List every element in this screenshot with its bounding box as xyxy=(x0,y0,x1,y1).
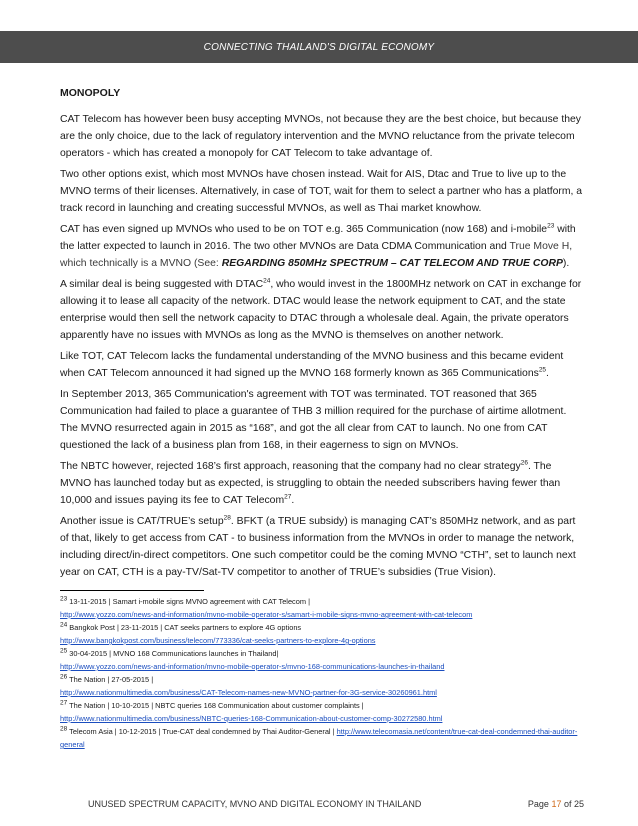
paragraph-7-text-b: . The MVNO has launched today but as expected, is struggling to obtain the needed subscribers having fewer than 10,000 and issues paying its fee to CAT Telecom xyxy=(60,461,561,506)
paragraph-8 xyxy=(60,513,584,581)
paragraph-7 xyxy=(60,458,584,509)
footnote-text: 30-04-2015 | MVNO 168 Communications launches in Thailand| xyxy=(67,649,279,658)
footnote-link[interactable]: http://www.nationmultimedia.com/business/CAT-Telecom-names-new-MVNO-partner-for-3G-service-30260961.html xyxy=(60,688,437,697)
footnote-link[interactable]: http://www.telecomasia.net/content/true-cat-deal-condemned-thai-auditor-general xyxy=(60,727,578,749)
paragraph-3-text-a: CAT has even signed up MVNOs who used to be on TOT e.g. 365 Communication (now 168) and i-mobile xyxy=(60,224,548,235)
paragraph-3-text-b: with the latter expected to launch in 2016. The two other MVNOs are Data CDMA Communication and xyxy=(60,224,576,252)
footnote-number: 28 xyxy=(60,725,68,733)
footnote-text: Telecom Asia | 10-12-2015 | True-CAT deal condemned by Thai Auditor-General | xyxy=(67,727,337,736)
footnote-text: The Nation | 27-05-2015 | xyxy=(67,675,154,684)
page-footer xyxy=(88,799,584,809)
paragraph-4 xyxy=(60,276,584,344)
paragraph-3-text-e: ). xyxy=(562,258,570,269)
footnote-link[interactable]: http://www.yozzo.com/news-and-information/mvno-mobile-operator-s/samart-i-mobile-signs-mvno-agreement-with-cat-telecom xyxy=(60,610,473,619)
footnote-ref-25[interactable]: 25 xyxy=(538,366,547,374)
footnote-item xyxy=(60,647,584,673)
cross-reference: REGARDING 850MHz SPECTRUM – CAT TELECOM AND TRUE CORP xyxy=(221,258,563,269)
footnote-text: Bangkok Post | 23-11-2015 | CAT seeks partners to explore 4G options xyxy=(67,623,302,632)
footnotes xyxy=(60,595,584,751)
footnote-item xyxy=(60,673,584,699)
paragraph-7-text-c: . xyxy=(291,495,295,506)
footnote-ref-24[interactable]: 24 xyxy=(263,277,271,285)
footnote-item xyxy=(60,699,584,725)
paragraph-3 xyxy=(60,221,584,272)
paragraph-5-text-a: Like TOT, CAT Telecom lacks the fundamental understanding of the MVNO business and this became evident when CAT Telecom announced it had signed up the MVNO 168 formerly known as 365 Communications xyxy=(60,351,564,379)
paragraph-6: In September 2013, 365 Communication's agreement with TOT was terminated. TOT reasoned that 365 Communication had failed to place a guarantee of THB 3 million required for the purchase of airtime allotment. The MVNO resurrected again in 2015 as “168”, and got the all clear from CAT to launch. No one from CAT questioned the lack of a business plan from 168, in their eagerness to sign on MVNOs. xyxy=(60,389,567,451)
footnote-item xyxy=(60,725,584,751)
paragraph-4-text-a: A similar deal is being suggested with DTAC xyxy=(60,279,264,290)
header-bar xyxy=(0,31,638,63)
footnote-item xyxy=(60,621,584,647)
paragraph-8-text-a: Another issue is CAT/TRUE’s setup xyxy=(60,516,224,527)
page-prefix: Page xyxy=(527,799,552,809)
page-number: 17 xyxy=(551,799,562,809)
footnote-link[interactable]: http://www.bangkokpost.com/business/telecom/773336/cat-seeks-partners-to-explore-4g-options xyxy=(60,636,376,645)
paragraph-4-text-b: , who would invest in the 1800MHz network on CAT in exchange for allowing it to lease all capacity of the network. DTAC would lease the network equipment to CAT, and the state enterprise would then sell the network capacity to DTAC through a wholesale deal. Again, the private operators apparently have no issues with MVNOs as long as the MVNO is themselves on another network. xyxy=(60,279,582,341)
paragraph-5-text-b: . xyxy=(546,368,549,379)
footnote-number: 23 xyxy=(60,595,68,603)
page-suffix: of 25 xyxy=(561,799,584,809)
footnote-ref-26[interactable]: 26 xyxy=(520,459,528,467)
footnote-number: 26 xyxy=(60,673,68,681)
paragraph-3-text-c: True Move H, which technically is a MVNO (See: xyxy=(60,241,573,269)
footnote-ref-28[interactable]: 28 xyxy=(223,514,231,522)
page-indicator xyxy=(528,799,584,809)
footnote-number: 24 xyxy=(60,621,68,629)
header-title: CONNECTING THAILAND'S DIGITAL ECONOMY xyxy=(203,41,435,53)
paragraph-2: Two other options exist, which most MVNOs have chosen instead. Wait for AIS, Dtac and True to live up to the MVNO terms of their licenses. Alternatively, in case of TOT, wait for them to select a partner who has a platform, a track record in launching and creating successful MVNOs, as well as Thai market knowhow. xyxy=(60,169,583,214)
paragraph-1: CAT Telecom has however been busy accepting MVNOs, not because they are the best choice, but because they are the only choice, due to the lack of regulatory intervention and the MVNO reluctance from the private telecom operators - which has created a monopoly for CAT Telecom to take advantage of. xyxy=(60,114,581,159)
paragraph-5 xyxy=(60,348,584,382)
footnote-text: The Nation | 10-10-2015 | NBTC queries 168 Communication about customer complaints | xyxy=(67,701,364,710)
section-heading: MONOPOLY xyxy=(60,87,121,99)
footnote-text: 13-11-2015 | Samart i-mobile signs MVNO agreement with CAT Telecom | xyxy=(67,597,310,606)
main-content xyxy=(60,86,584,751)
footnote-link[interactable]: http://www.nationmultimedia.com/business/NBTC-queries-168-Communication-about-customer-comp-30272580.html xyxy=(60,714,443,723)
footer-title: UNUSED SPECTRUM CAPACITY, MVNO AND DIGITAL ECONOMY IN THAILAND xyxy=(88,799,422,809)
footnote-ref-23[interactable]: 23 xyxy=(547,222,555,230)
paragraph-8-text-b: . BFKT (a TRUE subsidy) is managing CAT’s 850MHz network, and as part of that, likely to get access from CAT - to business information from the MVNOs in order to manage the network, including direct/in-direct competitors. One such competitor could be the coming MVNO “CTH”, set to launch next year on CAT, CTH is a pay-TV/Sat-TV competitor to another of TRUE’s subsidies (True Vision). xyxy=(60,516,576,578)
paragraph-7-text-a: The NBTC however, rejected 168’s first approach, reasoning that the company had no clear strategy xyxy=(60,461,521,472)
footnote-item xyxy=(60,595,584,621)
footnote-ref-27[interactable]: 27 xyxy=(284,493,292,501)
footnote-divider xyxy=(60,590,204,591)
footnote-link[interactable]: http://www.yozzo.com/news-and-information/mvno-mobile-operator-s/mvno-168-communications-launches-in-thailand xyxy=(60,662,445,671)
footnote-number: 25 xyxy=(60,647,68,655)
footnote-number: 27 xyxy=(60,699,68,707)
